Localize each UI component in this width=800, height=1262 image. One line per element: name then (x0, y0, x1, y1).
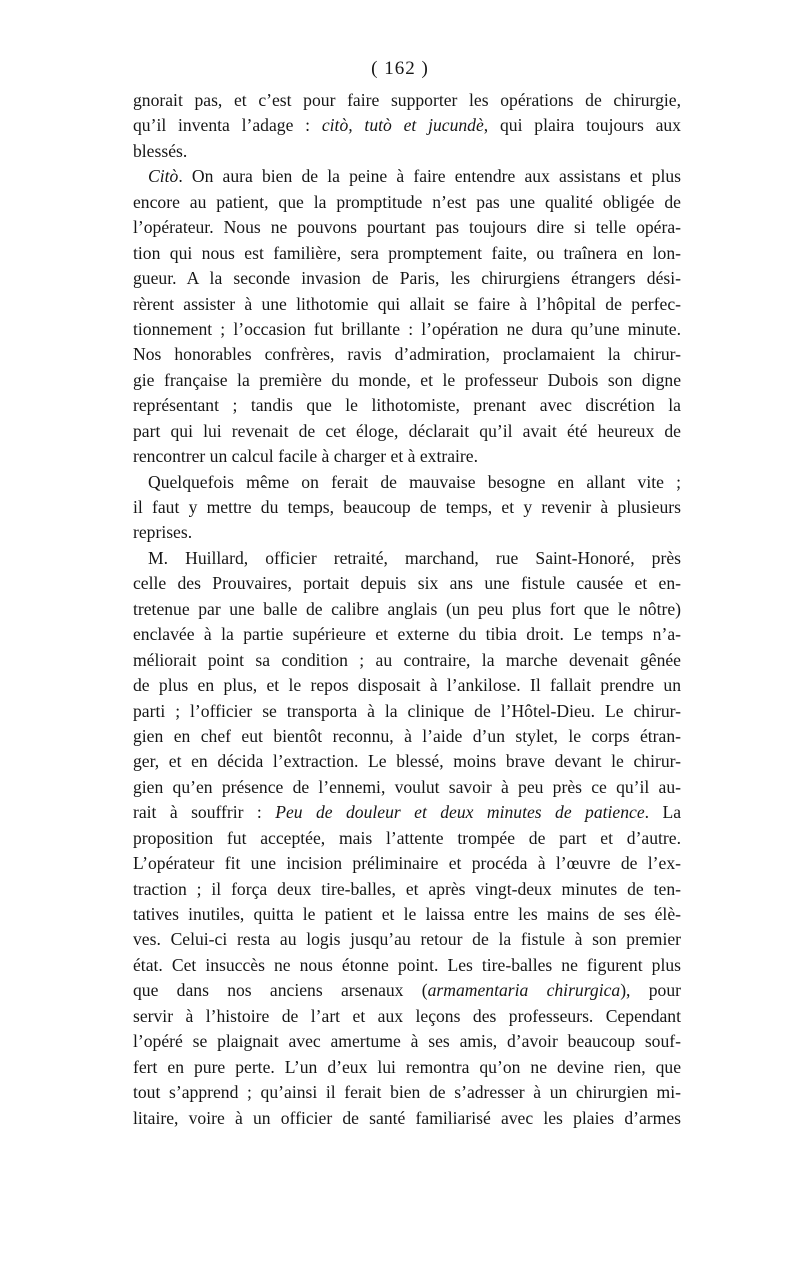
text-line (133, 139, 681, 164)
text-run: L’opérateur fit une incision préliminaire et procéda à l’œuvre de l’ex- (133, 853, 681, 874)
text-line (133, 775, 681, 800)
text-line (133, 851, 681, 876)
text-run: tionnement ; l’occasion fut brillante : l’opération ne dura qu’une minute. (133, 318, 681, 339)
text-line (133, 520, 681, 545)
text-line (133, 826, 681, 851)
text-run: Quelquefois même on ferait de mauvaise besogne en allant vite ; (148, 471, 681, 492)
text-line (133, 699, 681, 724)
text-run: proposition fut acceptée, mais l’attente trompée de part et d’autre. (133, 827, 681, 848)
text-run: rèrent assister à une lithotomie qui allait se faire à l’hôpital de perfec- (133, 293, 681, 314)
text-line (133, 241, 681, 266)
text-run: blessés. (133, 140, 188, 161)
text-line (133, 470, 681, 495)
text-run: M. Huillard, officier retraité, marchand, rue Saint-Honoré, près (148, 547, 681, 568)
paragraph (133, 164, 681, 469)
text-run: celle des Prouvaires, portait depuis six ans une fistule causée et en- (133, 573, 681, 594)
text-line (133, 648, 681, 673)
text-line (133, 190, 681, 215)
text-run: , qui plaira toujours aux (483, 115, 681, 136)
italic-text: Peu de douleur et deux minutes de patience (275, 802, 645, 823)
text-run: litaire, voire à un officier de santé familiarisé avec les plaies d’armes (133, 1107, 681, 1128)
text-run: représentant ; tandis que le lithotomiste, prenant avec discrétion la (133, 395, 681, 416)
page-number: ( 162 ) (371, 58, 429, 79)
text-run: tatives inutiles, quitta le patient et le laissa entre les mains de ses élè- (133, 904, 681, 924)
text-line (133, 749, 681, 774)
text-line (133, 800, 681, 825)
text-line (133, 978, 681, 1003)
italic-text: armamentaria chirurgica (427, 980, 621, 1001)
italic-text: citò, tutò et jucundè (321, 115, 484, 136)
text-line (133, 953, 681, 978)
paragraph (133, 546, 681, 1131)
text-run: gien en chef eut bientôt reconnu, à l’aide d’un stylet, le corps étran- (133, 725, 681, 746)
text-run: gueur. A la seconde invasion de Paris, les chirurgiens étrangers dési- (133, 268, 681, 289)
text-line (133, 419, 681, 444)
paragraph (133, 88, 681, 164)
text-line (133, 215, 681, 240)
text-line (133, 1029, 681, 1054)
text-line (133, 444, 681, 469)
text-line (133, 877, 681, 902)
text-run: tout s’apprend ; qu’ainsi il ferait bien de s’adresser à un chirurgien mi- (133, 1082, 681, 1103)
text-run: il faut y mettre du temps, beaucoup de temps, et y revenir à plusieurs (133, 497, 681, 517)
text-line (133, 113, 681, 138)
text-run: reprises. (133, 522, 193, 543)
text-run: l’opérateur. Nous ne pouvons pourtant pas toujours dire si telle opéra- (133, 217, 681, 238)
text-line (133, 1080, 681, 1105)
text-run: rait à souffrir : (133, 802, 276, 823)
text-run: parti ; l’officier se transporta à la clinique de l’Hôtel-Dieu. Le chirur- (133, 700, 681, 721)
text-run: gie française la première du monde, et le professeur Dubois son digne (133, 369, 681, 390)
text-line (133, 292, 681, 317)
text-line (133, 927, 681, 952)
text-line (133, 368, 681, 393)
text-run: . La (644, 802, 682, 823)
text-run: ), pour (620, 980, 681, 1001)
text-run: servir à l’histoire de l’art et aux leçons des professeurs. Cependant (133, 1005, 681, 1026)
text-run: tretenue par une balle de calibre anglais (un peu plus fort que le nôtre) (133, 598, 681, 619)
text-run: . On aura bien de la peine à faire entendre aux assistans et plus (178, 166, 681, 187)
text-run: de plus en plus, et le repos disposait à l’ankilose. Il fallait prendre un (133, 675, 681, 696)
text-line (133, 571, 681, 596)
paragraph (133, 470, 681, 546)
text-run: méliorait point sa condition ; au contraire, la marche devenait gênée (133, 649, 681, 670)
text-run: Nos honorables confrères, ravis d’admiration, proclamaient la chirur- (133, 344, 681, 365)
text-run: part qui lui revenait de cet éloge, déclarait qu’il avait été heureux de (133, 420, 681, 441)
text-run: traction ; il força deux tire-balles, et après vingt-deux minutes de ten- (133, 878, 681, 899)
text-run: encore au patient, que la promptitude n’est pas une qualité obligée de (133, 191, 681, 212)
text-line (133, 317, 681, 342)
text-run: rencontrer un calcul facile à charger et à extraire. (133, 446, 478, 467)
text-line (133, 902, 681, 927)
text-run: l’opéré se plaignait avec amertume à ses amis, d’avoir beaucoup souf- (133, 1031, 681, 1052)
text-run: ger, et en décida l’extraction. Le blessé, moins brave devant le chirur- (133, 751, 681, 772)
text-run: enclavée à la partie supérieure et externe du tibia droit. Le temps n’a- (133, 624, 681, 645)
text-line (133, 673, 681, 698)
text-run: gnorait pas, et c’est pour faire supporter les opérations de chirurgie, (133, 90, 681, 110)
text-run: ves. Celui-ci resta au logis jusqu’au retour de la fistule à son premier (133, 929, 681, 950)
text-line (133, 546, 681, 571)
text-line (133, 724, 681, 749)
text-run: fert en pure perte. L’un d’eux lui remontra qu’on ne devine rien, que (133, 1056, 681, 1077)
text-line (133, 342, 681, 367)
text-run: gien qu’en présence de l’ennemi, voulut savoir à peu près ce qu’il au- (133, 776, 681, 797)
italic-text: Citò (148, 166, 179, 187)
text-line (133, 393, 681, 418)
text-line (133, 164, 681, 189)
text-run: que dans nos anciens arsenaux ( (133, 980, 428, 1001)
body-text (133, 88, 681, 1131)
text-run: tion qui nous est familière, sera promptement faite, ou traînera en lon- (133, 242, 681, 263)
text-line (133, 266, 681, 291)
text-line (133, 622, 681, 647)
text-line (133, 597, 681, 622)
text-line (133, 495, 681, 520)
text-line (133, 1004, 681, 1029)
text-line (133, 1106, 681, 1131)
text-line (133, 88, 681, 113)
text-line (133, 1055, 681, 1080)
text-run: état. Cet insuccès ne nous étonne point. Les tire-balles ne figurent plus (133, 954, 681, 975)
text-run: qu’il inventa l’adage : (133, 115, 322, 136)
